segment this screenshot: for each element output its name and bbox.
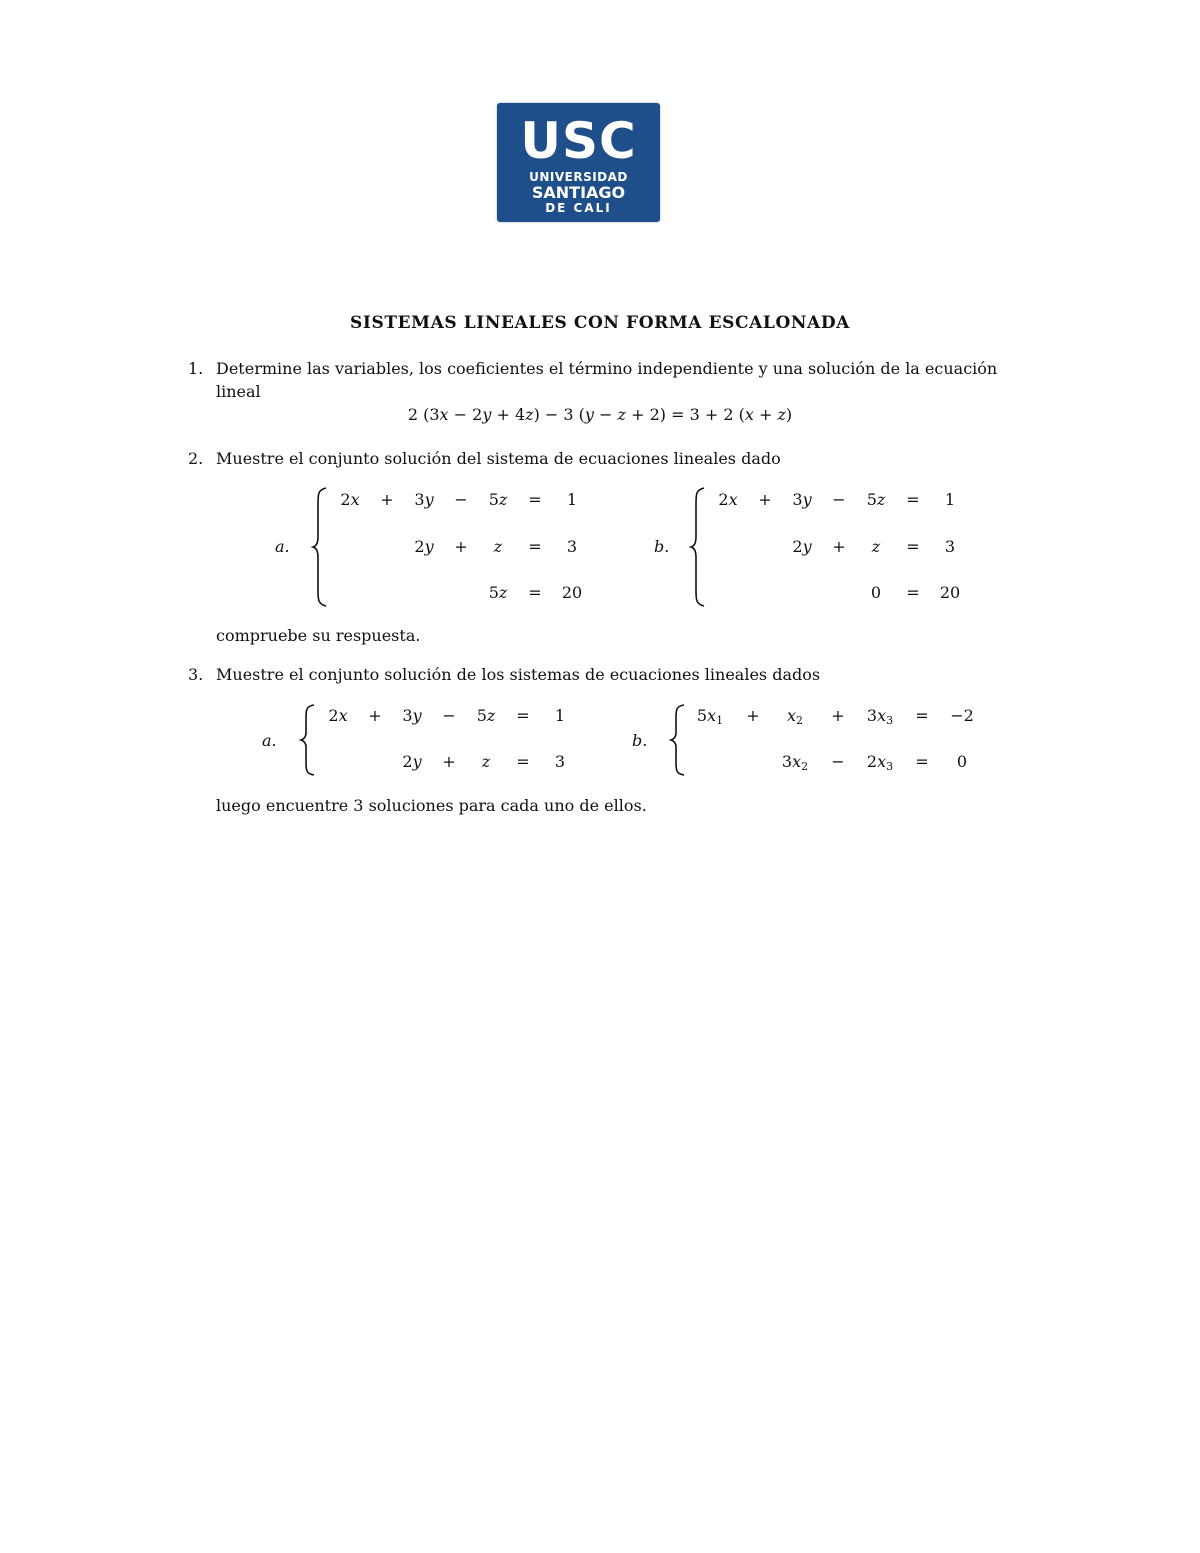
q1-equation: 2 (3x − 2y + 4z) − 3 (y − z + 2) = 3 + 2 (x + z)	[407, 405, 793, 424]
q3a-row-1: 2x + 3y − 5z = 1	[328, 706, 566, 725]
q2a-row-1: 2x + 3y − 5z = 1	[340, 490, 578, 509]
logo-line-1: UNIVERSIDAD	[529, 170, 628, 184]
q2a-row-3: 5z = 20	[488, 583, 583, 602]
q2-system-a-brace	[310, 486, 330, 608]
q2-system-a-label: a.	[275, 537, 290, 556]
q3-number: 3.	[188, 665, 204, 684]
q3a-row-2: 2y + z = 3	[402, 752, 566, 771]
q3-system-a-label: a.	[262, 731, 277, 750]
q3-system-a-brace	[298, 703, 318, 777]
q3-after-text: luego encuentre 3 soluciones para cada uno de ellos.	[216, 796, 647, 815]
q2b-row-3: 0 = 20	[870, 583, 961, 602]
q3-system-b-brace	[668, 703, 688, 777]
page-title: SISTEMAS LINEALES CON FORMA ESCALONADA	[350, 313, 850, 333]
university-logo	[497, 103, 660, 222]
q2-number: 2.	[188, 449, 204, 468]
q2-after-text: compruebe su respuesta.	[216, 626, 421, 645]
logo-line-3: DE CALI	[545, 201, 612, 215]
q1-text-line-2: lineal	[216, 382, 261, 401]
q2-system-b-label: b.	[654, 537, 670, 556]
q2-system-b-brace	[688, 486, 708, 608]
q3b-row-2: $3x_2$ − $2x_3$ = 0	[781, 752, 968, 773]
q1-number: 1.	[188, 359, 204, 378]
logo-line-2: SANTIAGO	[531, 183, 626, 202]
q3b-row-1: $5x_1$ + $x_2$ + $3x_3$ = −2	[696, 706, 974, 727]
logo-acronym: USC	[520, 112, 637, 170]
q1-text-line-1: Determine las variables, los coeficientes el término independiente y una solución de la ecuación	[216, 359, 998, 378]
q2b-row-1: 2x + 3y − 5z = 1	[718, 490, 956, 509]
q3-text: Muestre el conjunto solución de los sistemas de ecuaciones lineales dados	[216, 665, 821, 684]
q3-system-b-label: b.	[632, 731, 648, 750]
q2b-row-2: 2y + z = 3	[792, 537, 956, 556]
q2-text: Muestre el conjunto solución del sistema de ecuaciones lineales dado	[216, 449, 781, 468]
q2a-row-2: 2y + z = 3	[414, 537, 578, 556]
